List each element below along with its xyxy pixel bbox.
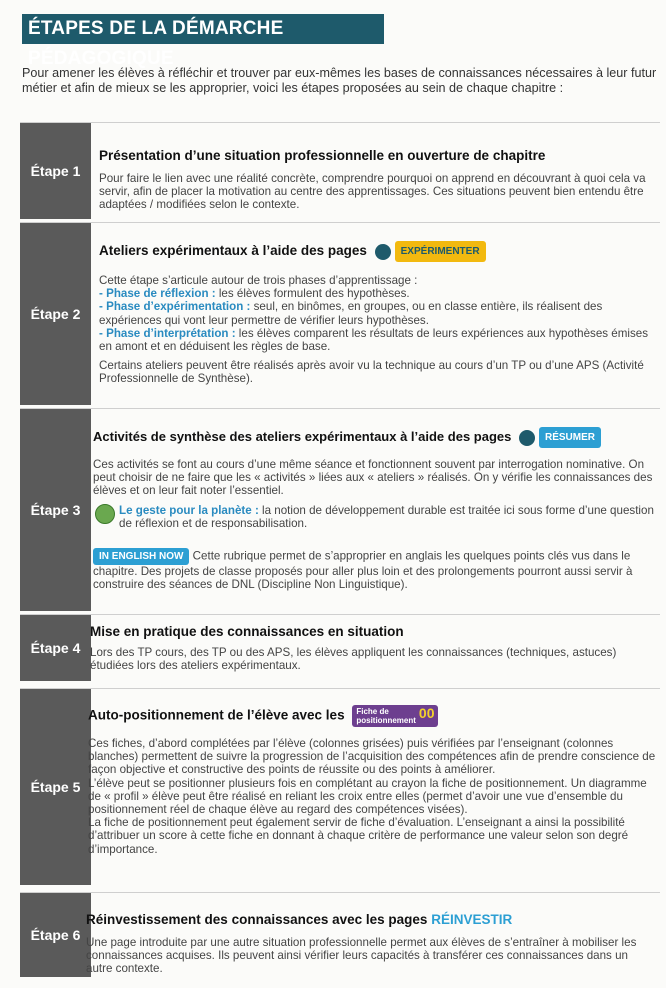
phase-item	[99, 327, 656, 353]
intro-paragraph: Pour amener les élèves à réfléchir et trouver par eux-mêmes les bases de connaissances nécessaires à leur futur métier et afin de mieux se les approprier, voici les étapes proposées au sein de chaque chapitre :	[22, 66, 657, 95]
person-icon	[519, 430, 535, 446]
fiche-positionnement-badge: Fiche de positionnement 00	[352, 705, 438, 727]
step-paragraph: Ces activités se font au cours d’une même séance et fonctionnent souvent par interrogation nominative. On peut choisir de ne faire que les « activités » liées aux « ateliers » réalisés. On y vérifie les connaissances des élèves et on leur fait noter l’essentiel.	[93, 458, 653, 498]
step-label: Étape 2	[20, 223, 91, 405]
step-title: Réinvestissement des connaissances avec les pages	[86, 912, 428, 927]
step-2	[20, 222, 660, 405]
step-3	[20, 408, 660, 611]
phase-label: - Phase d’interprétation :	[99, 326, 236, 340]
english-text: Cette rubrique permet de s’approprier en anglais les quelques points clés vus dans le chapitre. Des projets de classe proposés pour aller plus loin et des prolongements pourront aussi servir à construire des séances de DNL (Discipline Non Linguistique).	[93, 549, 633, 592]
experimenter-badge: EXPÉRIMENTER	[395, 241, 486, 262]
step-paragraph: Cette étape s’articule autour de trois phases d’apprentissage :	[99, 274, 418, 287]
step-paragraph: Ces fiches, d’abord complétées par l’élève (colonnes grisées) puis vérifiées par l’enseignant (colonnes blanches) permettent de suivre la progression de l’acquisition des compétences afin de prendre conscience de façon objective et constructive des points de réussite ou des points à améliorer.	[88, 737, 656, 777]
phase-item	[99, 300, 656, 326]
step-title: Auto-positionnement de l’élève avec les	[88, 707, 345, 723]
step-6	[20, 892, 660, 977]
step-label: Étape 3	[20, 409, 91, 611]
geste-text: la notion de développement durable est traitée ici sous forme d’une question de réflexion et de responsabilisation.	[119, 503, 654, 530]
step-body: Lors des TP cours, des TP ou des APS, les élèves appliquent les connaissances (techniques, astuces) étudiées lors des ateliers expérimentaux.	[90, 646, 617, 673]
step-label: Étape 1	[20, 123, 91, 219]
section-banner: ÉTAPES DE LA DÉMARCHE PÉDAGOGIQUE	[22, 14, 384, 44]
step-body: Pour faire le lien avec une réalité concrète, comprendre pourquoi on apprend en découvrant à quoi cela va servir, afin de placer la motivation au centre des apprentissages. Ces situations peuvent bien entendu être adaptées / modifiées selon le contexte.	[99, 172, 646, 212]
phase-text: les élèves formulent des hypothèses.	[215, 287, 410, 301]
step-body: Une page introduite par une autre situation professionnelle permet aux élèves de s’entraîner à mobiliser les connaissances acquises. Ils peuvent ainsi vérifier leurs capacités à transférer ces connaissances dans un autre contexte.	[86, 936, 637, 976]
geste-label: Le geste pour la planète :	[119, 503, 259, 517]
phase-item	[99, 287, 656, 300]
step-paragraph: La fiche de positionnement peut également servir de fiche d’évaluation. L’enseignant a ainsi la possibilité d’attribuer un score à cette fiche en donnant à chaque critère de performance une valeur selon son degré d’importance.	[88, 816, 629, 856]
step-paragraph: Certains ateliers peuvent être réalisés après avoir vu la technique au cours d’un TP ou d’une APS (Activité Professionnelle de Synthèse).	[99, 359, 644, 386]
reinvestir-label: RÉINVESTIR	[431, 912, 513, 927]
step-title: Ateliers expérimentaux à l’aide des pages	[99, 243, 367, 259]
phase-text: les élèves comparent les résultats de leurs expériences aux hypothèses émises en amont et en déduisent les règles de base.	[99, 326, 649, 354]
resumer-badge: RÉSUMER	[539, 427, 601, 448]
step-4	[20, 614, 660, 681]
step-label: Étape 4	[20, 615, 91, 681]
geste-item	[93, 504, 656, 530]
step-1	[20, 122, 660, 219]
phase-label: - Phase d’expérimentation :	[99, 300, 251, 314]
phase-text: seul, en binômes, en groupes, ou en classe entière, ils réalisent des expériences qui vont leur permettre de vérifier leurs hypothèses.	[99, 300, 603, 327]
english-item	[93, 548, 656, 592]
english-badge: IN ENGLISH NOW	[93, 548, 189, 565]
step-title: Activités de synthèse des ateliers expérimentaux à l’aide des pages	[93, 428, 512, 444]
planet-icon	[95, 504, 115, 524]
step-label: Étape 5	[20, 689, 91, 885]
step-title: Mise en pratique des connaissances en situation	[90, 624, 404, 639]
phase-label: - Phase de réflexion :	[99, 287, 216, 301]
step-5	[20, 688, 660, 885]
step-label: Étape 6	[20, 893, 91, 977]
step-paragraph: L’élève peut se positionner plusieurs fois en complétant au crayon la fiche de positionnement. Un diagramme de « profil » élève peut être réalisé en reliant les croix entre elles (permet d’avoir une vue d’ensemble du positionnement réel de chaque élève au regard des compétences visées).	[88, 776, 647, 817]
magnifier-person-icon	[375, 244, 391, 260]
fiche-number: 00	[418, 705, 435, 722]
step-title: Présentation d’une situation professionnelle en ouverture de chapitre	[99, 148, 546, 163]
